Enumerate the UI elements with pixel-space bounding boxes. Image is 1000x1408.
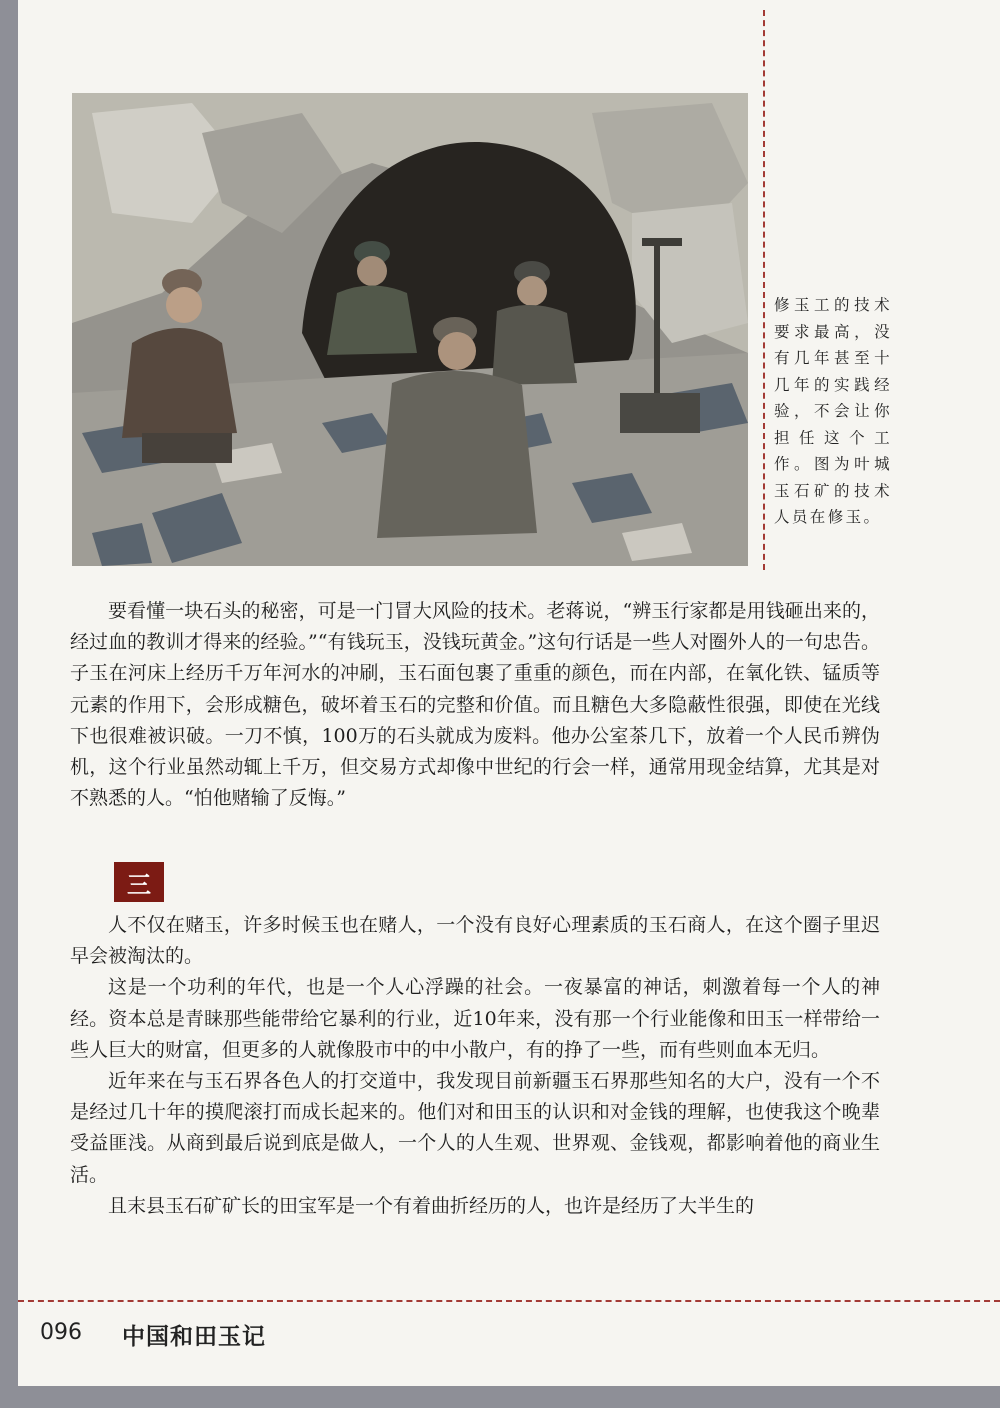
footer-divider (18, 1300, 1000, 1302)
running-title: 中国和田玉记 (122, 1323, 266, 1350)
section-heading: 三 (114, 862, 164, 902)
body-text-upper (70, 596, 880, 814)
paragraph: 且末县玉石矿矿长的田宝军是一个有着曲折经历的人，也许是经历了大半生的 (108, 1194, 755, 1217)
mine-photo-illustration (72, 93, 748, 566)
body-text-lower (70, 910, 880, 1222)
photo-caption: 修玉工的技术要求最高，没有几年甚至十几年的实践经验，不会让你担任这个工作。图为叶城玉石矿的技术人员在修玉。 (774, 296, 892, 526)
paragraph: 近年来在与玉石界各色人的打交道中，我发现目前新疆玉石界那些知名的大户，没有一个不是经过几十年的摸爬滚打而成长起来的。他们对和田玉的认识和对金钱的理解，也使我这个晚辈受益匪浅。从商到最后说到底是做人，一个人的人生观、世界观、金钱观，都影响着他的商业生活。 (70, 1070, 880, 1186)
paragraph: 这是一个功利的年代，也是一个人心浮躁的社会。一夜暴富的神话，刺激着每一个人的神经。资本总是青睐那些能带给它暴利的行业，近10年来，没有那一个行业能像和田玉一样带给一些人巨大的财富，但更多的人就像股市中的中小散户，有的挣了一些，而有些则血本无归。 (70, 976, 880, 1061)
paragraph: 人不仅在赌玉，许多时候玉也在赌人，一个没有良好心理素质的玉石商人，在这个圈子里迟早会被淘汰的。 (70, 914, 880, 968)
caption-divider (763, 10, 765, 570)
paragraph: 要看懂一块石头的秘密，可是一门冒大风险的技术。老蒋说，“辨玉行家都是用钱砸出来的，经过血的教训才得来的经验。”“有钱玩玉，没钱玩黄金。”这句行话是一些人对圈外人的一句忠告。子玉在河床上经历千万年河水的冲刷，玉石面包裹了重重的颜色，而在内部，在氧化铁、锰质等元素的作用下，会形成糖色，破坏着玉石的完整和价值。而且糖色大多隐蔽性很强，即使在光线下也很难被识破。一刀不慎，100万的石头就成为废料。他办公室茶几下，放着一个人民币辨伪机，这个行业虽然动辄上千万，但交易方式却像中世纪的行会一样，通常用现金结算，尤其是对不熟悉的人。“怕他赌输了反悔。” (70, 600, 880, 810)
book-page (18, 0, 1000, 1386)
page-number: 096 (40, 1320, 82, 1345)
mine-photo (72, 93, 748, 566)
